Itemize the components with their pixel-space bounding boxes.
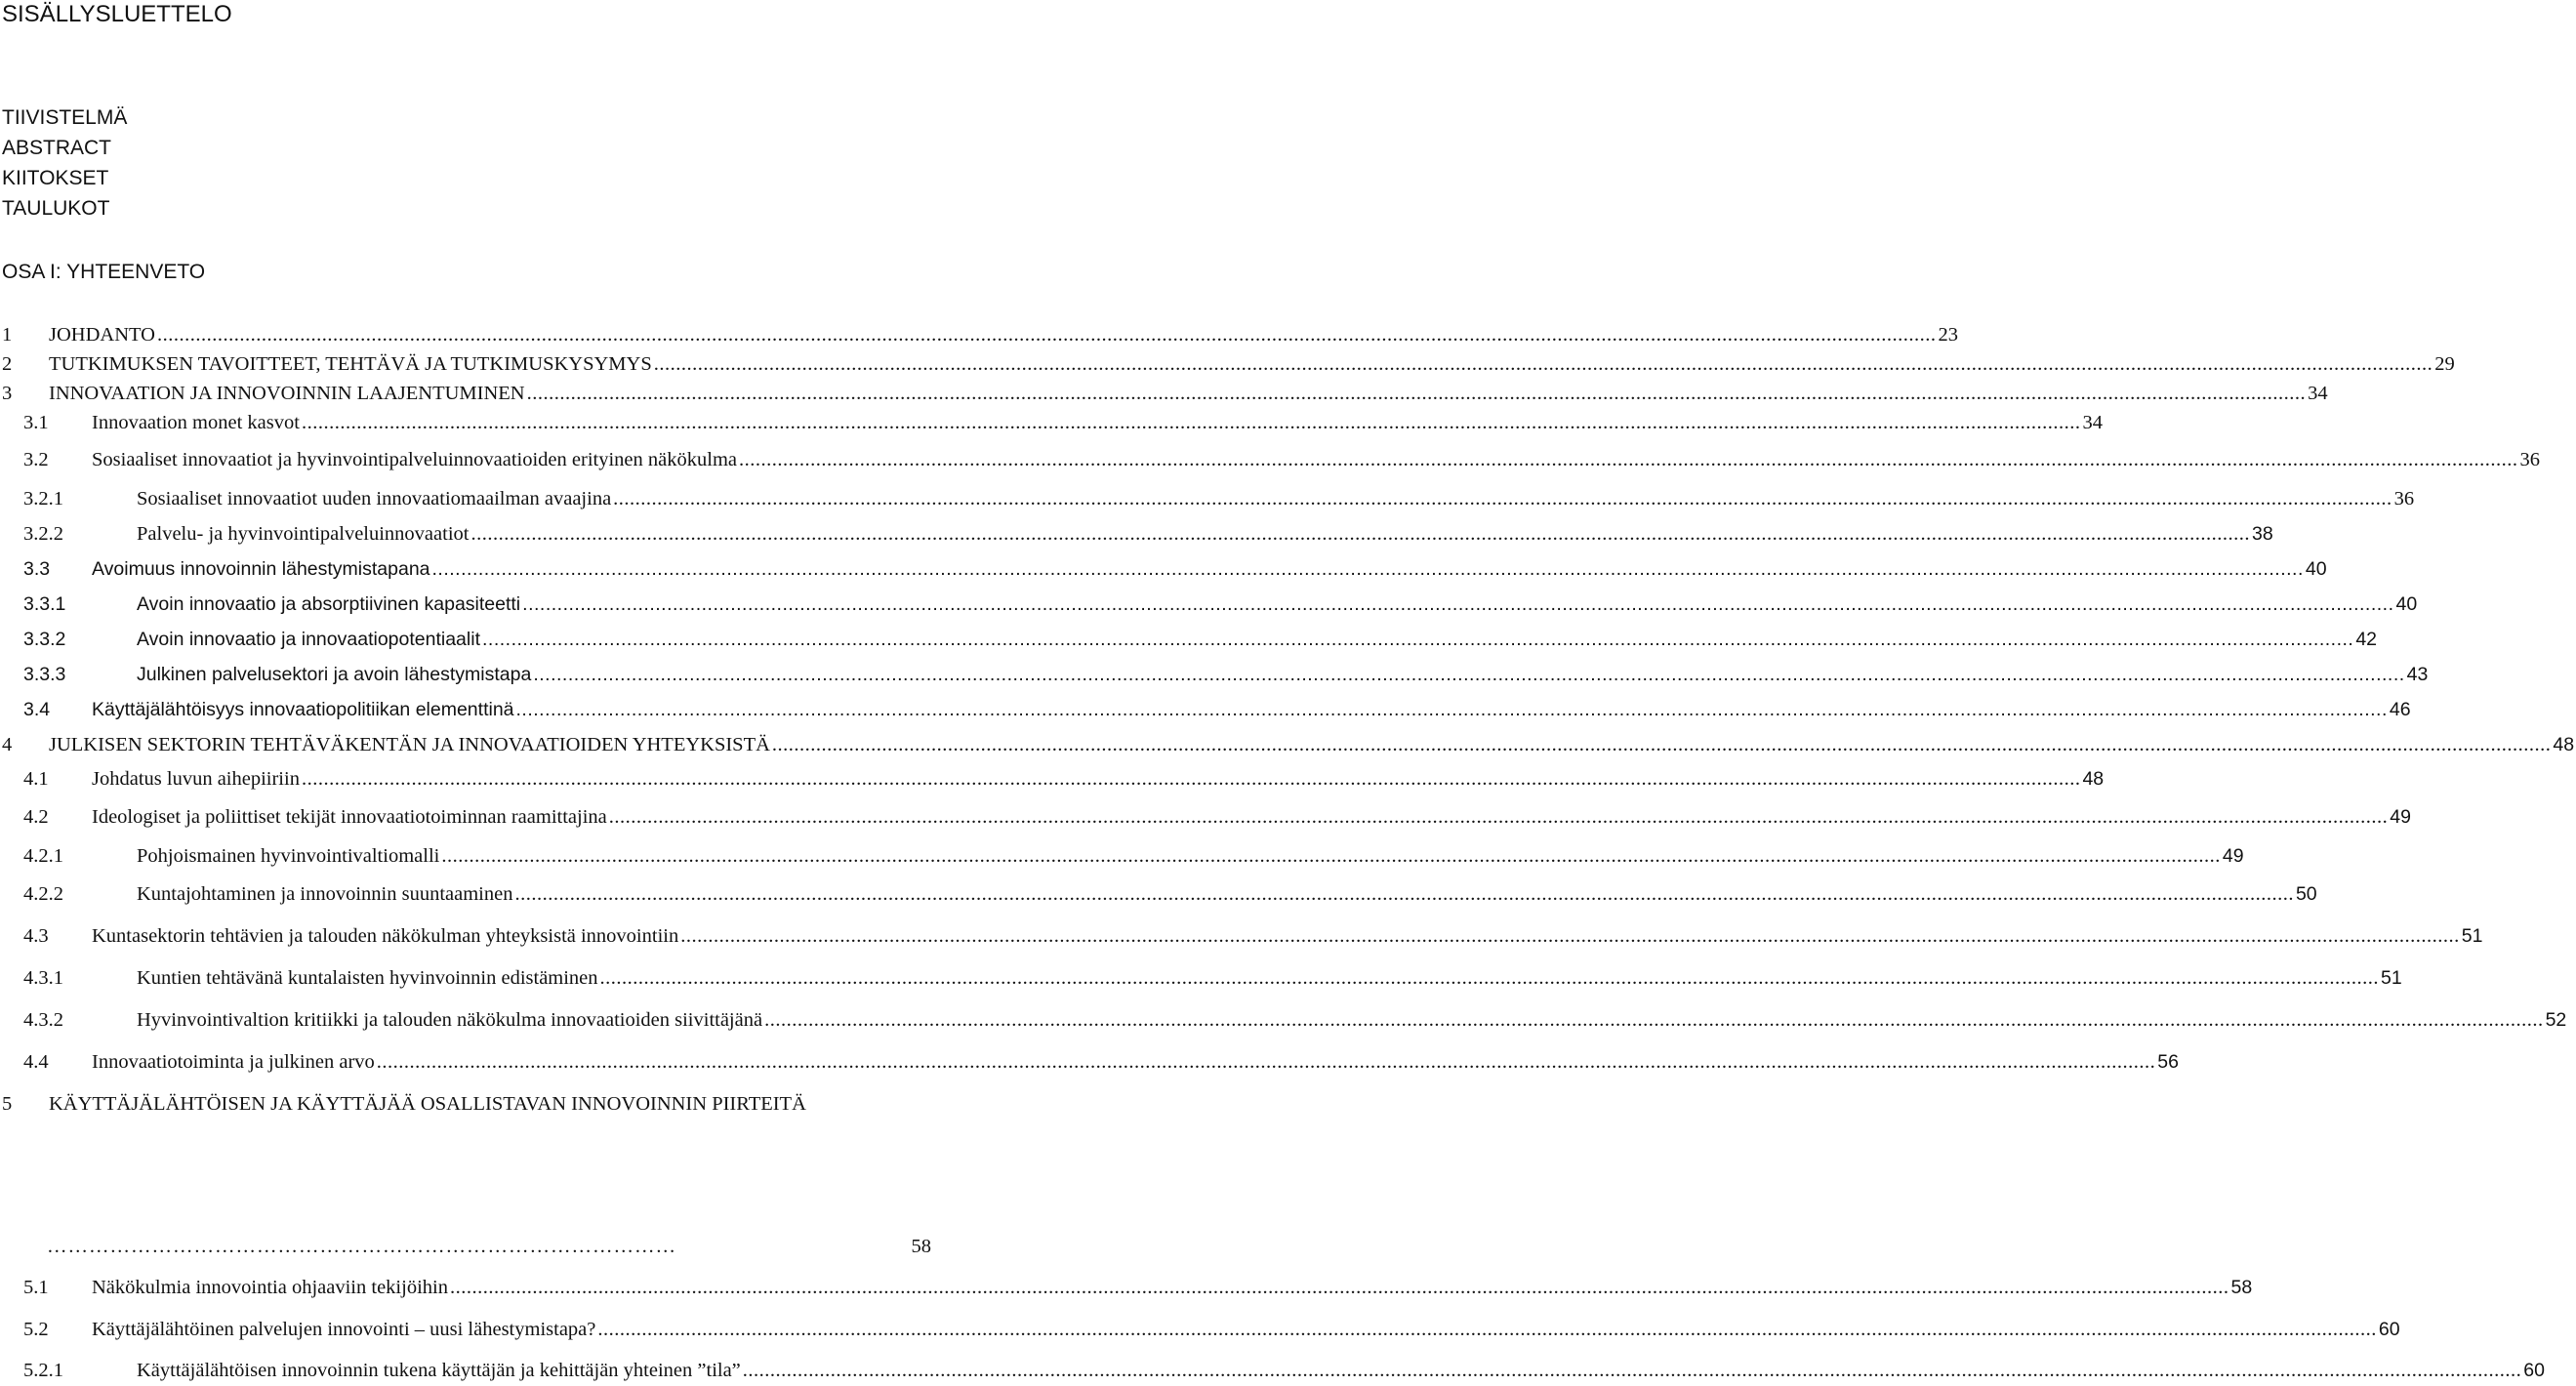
toc-label: Avoin innovaatio ja absorptiivinen kapasiteetti [137,593,521,615]
toc-number: 5.1 [23,1277,49,1298]
toc-leader [441,841,2221,871]
toc-page-number: 34 [2308,383,2328,404]
toc-page-number: 40 [2305,558,2327,580]
toc-label: Avoin innovaatio ja innovaatiopotentiaalit [137,629,480,650]
toc-number: 4.2.1 [23,845,63,867]
toc-label: Avoimuus innovoinnin lähestymistapana [92,558,430,580]
toc-page-number: 51 [2381,967,2402,989]
toc-label: Innovaatiotoiminta ja julkinen arvo [92,1051,375,1073]
toc-page-number: 52 [2545,1009,2567,1031]
toc-page-number: 34 [2082,412,2103,433]
toc-label: Sosiaaliset innovaatiot uuden innovaatiomaailman avaajina [137,488,612,510]
toc-leader [654,349,2433,379]
toc-page-number: 51 [2461,925,2483,947]
toc-label: Johdatus luvun aihepiiriin [92,768,300,790]
toc-number: 4.3.2 [23,1009,63,1031]
toc-entry[interactable] [0,660,2429,689]
toc-entry[interactable] [0,320,1958,349]
toc-number: 3.3.2 [23,629,66,650]
toc-label: Kuntien tehtävänä kuntalaisten hyvinvoinnin edistäminen [137,967,598,989]
toc-number: 4.4 [23,1051,49,1073]
toc-entry[interactable] [0,841,2244,871]
toc-leader [680,921,2460,951]
toc-leader [600,963,2380,993]
toc-entry[interactable] [0,802,2411,832]
toc-leader [743,1356,2522,1385]
toc-leader [450,1273,2229,1302]
toc-leader [157,320,1937,349]
toc-leader [522,590,2393,619]
toc-number: 3 [2,383,13,404]
front-item-abstract: ABSTRACT [2,137,112,159]
toc-page-number: 58 [911,1236,931,1257]
toc-entry[interactable] [0,519,2273,549]
toc-leader [739,445,2518,474]
toc-page-number: 50 [2295,883,2317,905]
toc-page-number: 58 [2230,1277,2253,1298]
toc-number: 5.2.1 [23,1360,63,1381]
toc-number: 3.2 [23,449,49,470]
toc-label: Innovaation monet kasvot [92,412,300,433]
toc-page-number: 46 [2389,699,2411,720]
toc-entry[interactable] [0,1005,2567,1035]
toc-label: Sosiaaliset innovaatiot ja hyvinvointipalveluinnovaatioiden erityinen näkökulma [92,449,737,470]
toc-page-number: 60 [2378,1319,2400,1340]
toc-number: 3.3.3 [23,664,66,685]
toc-page-number: 48 [2553,734,2575,755]
toc-leader [377,1047,2156,1077]
toc-entry[interactable] [0,445,2540,474]
toc-page-number: 23 [1938,324,1958,346]
toc-entry[interactable] [0,590,2418,619]
toc-entry[interactable] [0,379,2328,408]
toc-page-number: 40 [2395,593,2418,615]
toc-label: Käyttäjälähtöinen palvelujen innovointi – uusi lähestymistapa? [92,1319,596,1340]
toc-leader [609,802,2389,832]
toc-label: Ideologiset ja poliittiset tekijät innovaatiotoiminnan raamittajina [92,806,607,828]
toc-entry[interactable] [0,349,2455,379]
toc-page-number: 36 [2519,449,2540,470]
part-title: OSA I: YHTEENVETO [2,261,206,283]
toc-number: 2 [2,353,13,375]
toc-page-number: 48 [2082,768,2105,790]
toc-leader [613,484,2392,513]
toc-entry[interactable] [0,764,2105,794]
toc-page-number: 43 [2406,664,2429,685]
toc-leader [764,1005,2544,1035]
front-item-taulukot: TAULUKOT [2,197,110,220]
toc-entry-continuation [47,1232,933,1261]
toc-label: Kuntasektorin tehtävien ja talouden näkökulman yhteyksistä innovointiin [92,925,679,947]
toc-label: KÄYTTÄJÄLÄHTÖISEN JA KÄYTTÄJÄÄ OSALLISTAVAN INNOVOINNIN PIIRTEITÄ [49,1093,806,1115]
toc-entry[interactable] [0,1356,2545,1385]
toc-entry[interactable] [0,554,2327,584]
toc-leader [514,879,2294,909]
toc-page-number: 42 [2355,629,2378,650]
toc-leader [470,519,2250,549]
toc-entry[interactable] [0,625,2378,654]
toc-number: 4.2.2 [23,883,63,905]
toc-number: 5 [2,1093,13,1115]
toc-number: 1 [2,324,13,346]
toc-leader [527,379,2307,408]
toc-leader [516,695,2388,724]
toc-entry[interactable] [0,484,2415,513]
toc-leader [302,408,2081,437]
toc-leader [432,554,2304,584]
page-title: SISÄLLYSLUETTELO [2,1,232,27]
toc-number: 4.3.1 [23,967,63,989]
toc-page-number: 38 [2251,523,2273,545]
toc-number: 3.1 [23,412,49,433]
toc-label: TUTKIMUKSEN TAVOITTEET, TEHTÄVÄ JA TUTKIMUSKYSYMYS [49,353,652,375]
toc-page-number: 36 [2393,488,2415,510]
toc-label: JULKISEN SEKTORIN TEHTÄVÄKENTÄN JA INNOVAATIOIDEN YHTEYKSISTÄ [49,734,770,755]
front-item-kiitokset: KIITOKSET [2,167,109,189]
toc-label: Pohjoismainen hyvinvointivaltiomalli [137,845,440,867]
toc-entry[interactable] [0,1273,2253,1302]
toc-label: Näkökulmia innovointia ohjaaviin tekijöihin [92,1277,448,1298]
toc-number: 3.2.1 [23,488,63,510]
toc-leader [533,660,2404,689]
toc-entry[interactable] [0,730,2575,759]
toc-label: INNOVAATION JA INNOVOINNIN LAAJENTUMINEN [49,383,525,404]
toc-page-number: 60 [2523,1360,2545,1381]
toc-label: JOHDANTO [49,324,155,346]
toc-page-number: 49 [2222,845,2244,867]
toc-label: Hyvinvointivaltion kritiikki ja talouden näkökulma innovaatioiden siivittäjänä [137,1009,763,1031]
toc-leader [597,1315,2377,1344]
toc-entry[interactable] [0,695,2411,724]
toc-number: 4.2 [23,806,49,828]
toc-label: Palvelu- ja hyvinvointipalveluinnovaatiot [137,523,470,545]
toc-number: 3.4 [23,699,51,720]
toc-entry-wrapped[interactable] [0,1089,937,1119]
toc-page-number: 29 [2434,353,2455,375]
toc-entry[interactable] [0,408,2103,437]
toc-leader [302,764,2081,794]
toc-number: 4.3 [23,925,49,947]
toc-page-number: 56 [2157,1051,2179,1073]
toc-label: Julkinen palvelusektori ja avoin lähestymistapa [137,664,532,685]
toc-label: Käyttäjälähtöisyys innovaatiopolitiikan elementtinä [92,699,514,720]
toc-leader [47,1232,912,1261]
toc-entry[interactable] [0,1315,2400,1344]
front-item-tiivistelma: TIIVISTELMÄ [2,106,128,129]
toc-number: 3.3.1 [23,593,66,615]
toc-number: 3.3 [23,558,51,580]
toc-number: 3.2.2 [23,523,63,545]
toc-entry[interactable] [0,921,2483,951]
toc-label: Käyttäjälähtöisen innovoinnin tukena käyttäjän ja kehittäjän yhteinen ”tila” [137,1360,741,1381]
toc-leader [772,730,2552,759]
toc-leader [482,625,2353,654]
toc-label: Kuntajohtaminen ja innovoinnin suuntaaminen [137,883,513,905]
toc-number: 5.2 [23,1319,49,1340]
toc-page-number: 49 [2390,806,2411,828]
toc-entry[interactable] [0,1047,2179,1077]
toc-entry[interactable] [0,963,2402,993]
toc-number: 4.1 [23,768,49,790]
toc-number: 4 [2,734,13,755]
toc-entry[interactable] [0,879,2317,909]
